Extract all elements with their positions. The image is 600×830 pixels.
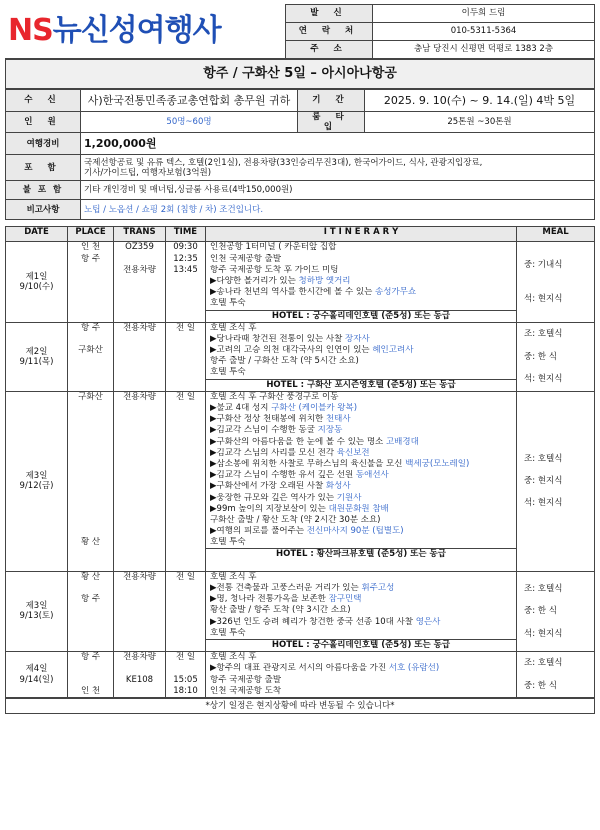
day-trans-line	[117, 356, 162, 367]
itinerary-line: 인천 국제공항 출발	[210, 253, 282, 264]
day-place	[68, 242, 114, 322]
day-trans-line	[117, 583, 162, 594]
address-value: 충남 당진시 신평면 덕평로 1383 2층	[373, 41, 595, 59]
day-time-line	[169, 334, 202, 345]
day-time-line	[169, 548, 202, 559]
day-trans-line	[117, 526, 162, 537]
itinerary-line: 호텔 조식 후 구화산 풍경구로 이동	[210, 391, 339, 402]
exclude-value: 기타 개인경비 및 매너팁,싱글룸 사용료(4박150,000원)	[81, 181, 595, 200]
meal-item: 조: 호텔식	[524, 584, 563, 595]
day-time-line	[169, 504, 202, 515]
itinerary-line: ▶항주의 대표 관광지로 서시의 아름다움을 가진 서호 (유람선)	[210, 663, 440, 674]
day-itinerary	[206, 652, 517, 698]
meal-item: 중: 기내식	[524, 259, 563, 270]
itinerary-line: 항주 국제공항 출발	[210, 674, 282, 685]
hotel-line: HOTEL : 궁수훌리데인호텔 (준5성) 또는 동급	[206, 310, 516, 322]
meal-item: 조: 호텔식	[524, 454, 563, 465]
day-trans-line	[117, 617, 162, 628]
itinerary-line: ▶송나라 천년의 역사를 한시간에 볼 수 있는 송성가무쇼	[210, 287, 417, 298]
itinerary-line: ▶김교각 스님의 사리를 모신 전각 육신보전	[210, 447, 370, 458]
footer-note: *상기 일정은 현지상황에 따라 변동될 수 있습니다*	[6, 698, 595, 713]
day-date	[6, 391, 68, 571]
day-time-line	[169, 276, 202, 287]
day-place-line: 구화산	[78, 391, 103, 402]
day-time-line: 전 일	[175, 322, 196, 333]
day-time-line: 15:05	[173, 674, 198, 685]
day-trans-line	[117, 403, 162, 414]
itinerary-line: 호텔 투숙	[210, 298, 246, 309]
meal-item: 석: 현지식	[524, 294, 563, 305]
day-trans-line: OZ359	[125, 242, 154, 253]
period-value: 2025. 9. 10(수) ~ 9. 14.(일) 4박 5일	[365, 90, 595, 112]
col-time: TIME	[166, 227, 206, 242]
col-itinerary: I T I N E R A R Y	[206, 227, 517, 242]
day-place-line	[71, 356, 110, 367]
day-place-line	[71, 675, 110, 686]
itinerary-line: ▶김교각 스님이 수행한 동굴 지장동	[210, 425, 343, 436]
hotel-line: HOTEL : 궁수훌리데인호텔 (준5성) 또는 동급	[206, 639, 516, 651]
day-number: 제3일	[25, 471, 48, 482]
day-number: 제4일	[25, 664, 48, 675]
day-place-line: 인 천	[80, 685, 101, 696]
address-label: 주 소	[286, 41, 373, 59]
day-itinerary	[206, 242, 517, 322]
day-trans-line	[117, 686, 162, 697]
rate-label: 룸 타 입	[298, 112, 365, 133]
day-place-line	[71, 298, 110, 309]
day-meals	[517, 391, 595, 571]
itinerary-line: 황산 출발 / 항주 도착 (약 3시간 소요)	[210, 605, 351, 616]
day-time-line	[169, 459, 202, 470]
day-time-line	[169, 345, 202, 356]
day-number: 제2일	[25, 346, 48, 357]
day-trans	[114, 652, 166, 698]
day-trans-line	[117, 560, 162, 571]
day-trans-line	[117, 334, 162, 345]
day-time-line	[169, 403, 202, 414]
day-trans-line	[117, 537, 162, 548]
itinerary-line: ▶삼소봉에 위치한 사찰로 무하스님의 육신불을 모신 백세궁(모노레일)	[210, 458, 470, 469]
itinerary-line: 호텔 투숙	[210, 367, 246, 378]
day-time-line	[169, 605, 202, 616]
cost-label: 여행경비	[6, 133, 81, 155]
day-trans-line	[117, 414, 162, 425]
day-meals	[517, 652, 595, 698]
itinerary-line: ▶326년 인도 승려 혜리가 창건한 중국 선종 10대 사찰 영은사	[210, 616, 441, 627]
itinerary-line: 호텔 조식 후	[210, 652, 257, 663]
itinerary-line: ▶고려의 고승 의천 대각국사의 인연이 있는 혜인고려사	[210, 345, 414, 356]
day-place-line: 항 주	[80, 253, 101, 264]
day-time-line: 전 일	[175, 571, 196, 582]
day-meals	[517, 242, 595, 322]
day-meals	[517, 571, 595, 651]
day-weekday: 9/13(토)	[19, 611, 54, 622]
logo-name: 뉴신성여행사	[52, 13, 221, 49]
itinerary-line: 구화산 출발 / 황산 도착 (약 2시간 30분 소요)	[210, 514, 381, 525]
day-place-line: 황 산	[80, 571, 101, 582]
itinerary-line: ▶전통 건축물과 고풍스러운 거리가 있는 휘주고성	[210, 583, 395, 593]
day-time-line: 전 일	[175, 391, 196, 402]
day-trans-line	[117, 345, 162, 356]
day-place-line: 황 산	[80, 537, 101, 548]
col-date: DATE	[6, 227, 68, 242]
day-weekday: 9/14(일)	[19, 674, 54, 685]
day-place-line	[71, 504, 110, 515]
meal-item: 조: 호텔식	[524, 329, 563, 340]
day-trans-line	[117, 425, 162, 436]
page-title: 항주 / 구화산 5일 – 아시아나항공	[6, 60, 595, 89]
logo	[5, 5, 286, 59]
day-trans-line: 전용차량	[123, 571, 156, 582]
day-itinerary	[206, 391, 517, 571]
day-place-line	[71, 265, 110, 276]
itinerary-line: ▶김교각 스님이 수행한 유서 깊은 선원 동애선사	[210, 470, 389, 481]
day-trans-line	[117, 628, 162, 639]
day-date	[6, 571, 68, 651]
info-table	[5, 89, 595, 220]
itinerary-line: ▶99m 높이의 지장보살이 있는 대원문화원 참배	[210, 503, 389, 514]
meal-item: 석: 현지식	[524, 498, 563, 509]
itinerary-document	[5, 4, 595, 714]
day-time-line	[169, 379, 202, 390]
day-time	[166, 571, 206, 651]
day-time-line	[169, 437, 202, 448]
meal-item: 중: 한 식	[524, 680, 557, 691]
to-value: 사)한국전통민족종교총연합회 총무원 귀하	[81, 90, 298, 112]
day-trans-line	[117, 367, 162, 378]
hotel-line: HOTEL : 구화산 포시즌영호텔 (준5성) 또는 동급	[206, 379, 516, 391]
day-row	[6, 242, 595, 322]
day-place-line	[71, 526, 110, 537]
day-time-line	[169, 537, 202, 548]
itinerary-line: ▶구화산에서 가장 오래된 사찰 화성사	[210, 481, 351, 492]
day-place-line	[71, 639, 110, 650]
meal-item: 조: 호텔식	[524, 658, 563, 669]
day-trans-line	[117, 639, 162, 650]
day-place-line	[71, 414, 110, 425]
period-label: 기 간	[298, 90, 365, 112]
day-place-line	[71, 617, 110, 628]
day-place-line	[71, 367, 110, 378]
day-time-line	[169, 639, 202, 650]
header-table	[5, 4, 595, 59]
day-place	[68, 571, 114, 651]
day-row	[6, 322, 595, 391]
contact-value: 010-5311-5364	[373, 23, 595, 41]
day-time-line	[169, 663, 202, 674]
day-trans-line: KE108	[125, 674, 154, 685]
note-label: 비고사항	[6, 200, 81, 220]
meal-item: 석: 현지식	[524, 628, 563, 639]
day-trans-line	[117, 437, 162, 448]
people-label: 인 원	[6, 112, 81, 133]
day-time-line	[169, 515, 202, 526]
day-weekday: 9/11(목)	[19, 356, 54, 367]
itinerary-line: ▶명, 청나라 전통가옥을 보존한 잠구민택	[210, 594, 362, 605]
itinerary-line: 항주 출발 / 구화산 도착 (약 5시간 소요)	[210, 356, 359, 367]
itinerary-line: ▶당나라때 창건된 전통이 있는 사찰 장자사	[210, 333, 370, 344]
day-trans-line	[117, 605, 162, 616]
sender-label: 발 신	[286, 5, 373, 23]
day-place-line	[71, 560, 110, 571]
cost-value: 1,200,000원	[81, 133, 595, 155]
day-weekday: 9/12(금)	[19, 481, 54, 492]
day-place-line	[71, 459, 110, 470]
day-place-line	[71, 663, 110, 674]
day-time	[166, 322, 206, 391]
day-place	[68, 391, 114, 571]
itinerary-line: 항주 국제공항 도착 후 가이드 미팅	[210, 264, 339, 275]
day-time-line	[169, 356, 202, 367]
day-time-line: 09:30	[173, 242, 198, 253]
day-place-line	[71, 448, 110, 459]
day-trans-line	[117, 459, 162, 470]
day-time-line	[169, 526, 202, 537]
day-trans	[114, 571, 166, 651]
day-place-line: 인 천	[80, 242, 101, 253]
day-place-line	[71, 379, 110, 390]
day-trans-line	[117, 448, 162, 459]
itinerary-line: 호텔 조식 후	[210, 322, 257, 333]
day-time-line: 12:35	[173, 253, 198, 264]
day-time-line	[169, 628, 202, 639]
day-trans-line: 전용차량	[123, 264, 156, 275]
day-date	[6, 242, 68, 322]
day-trans-line	[117, 254, 162, 265]
day-trans-line: 전용차량	[123, 322, 156, 333]
include-line: 기사/가이드팁, 여행자보험(3억원)	[84, 167, 212, 178]
day-trans	[114, 322, 166, 391]
day-meals	[517, 322, 595, 391]
day-place-line	[71, 276, 110, 287]
day-itinerary	[206, 322, 517, 391]
day-time-line	[169, 298, 202, 309]
day-time-line	[169, 425, 202, 436]
day-place-line	[71, 403, 110, 414]
itinerary-line: ▶여행의 피로를 풀어주는 전신마사지 90분 (팁별도)	[210, 526, 404, 537]
itinerary-line: 호텔 조식 후	[210, 571, 257, 582]
meal-item: 석: 현지식	[524, 373, 563, 384]
day-place-line: 항 주	[80, 652, 101, 663]
title-table	[5, 59, 595, 89]
to-label: 수 신	[6, 90, 81, 112]
itinerary-line: 인천 국제공항 도착	[210, 685, 282, 696]
day-place-line	[71, 425, 110, 436]
day-number: 제1일	[25, 271, 48, 282]
itinerary-line: ▶불교 4대 성지 구화산 (케이블카 왕복)	[210, 403, 358, 413]
itinerary-line: 호텔 투숙	[210, 537, 246, 548]
day-trans-line	[117, 287, 162, 298]
meal-item: 중: 한 식	[524, 351, 557, 362]
day-trans-line: 전용차량	[123, 391, 156, 402]
day-place-line	[71, 287, 110, 298]
day-time	[166, 652, 206, 698]
col-place: PLACE	[68, 227, 114, 242]
itinerary-line: ▶다양한 볼거리가 있는 청하방 옛거리	[210, 275, 351, 286]
day-place-line	[71, 548, 110, 559]
day-date	[6, 322, 68, 391]
day-time-line	[169, 617, 202, 628]
day-place-line: 구화산	[78, 345, 103, 356]
day-place-line	[71, 334, 110, 345]
day-time	[166, 242, 206, 322]
day-time-line	[169, 414, 202, 425]
day-place-line	[71, 583, 110, 594]
note-value: 노팁 / 노옵션 / 쇼핑 2회 (침향 / 차) 조건입니다.	[81, 200, 595, 220]
day-number: 제3일	[25, 601, 48, 612]
day-trans-line	[117, 663, 162, 674]
day-place-line	[71, 493, 110, 504]
day-time-line	[169, 493, 202, 504]
itinerary-line: ▶웅장한 규모와 깊은 역사가 있는 기원사	[210, 492, 362, 503]
meal-item: 중: 현지식	[524, 476, 563, 487]
day-trans-line	[117, 504, 162, 515]
day-place-line	[71, 628, 110, 639]
day-trans	[114, 391, 166, 571]
contact-label: 연 락 처	[286, 23, 373, 41]
itinerary-line: ▶구화산의 아름다움을 한 눈에 볼 수 있는 명소 고배경대	[210, 436, 419, 447]
hotel-line: HOTEL : 황산파크뷰호텔 (준5성) 또는 동급	[206, 548, 516, 560]
day-place-line	[71, 605, 110, 616]
day-itinerary	[206, 571, 517, 651]
itinerary-line: 호텔 투숙	[210, 627, 246, 638]
day-place-line: 항 주	[80, 594, 101, 605]
day-row	[6, 571, 595, 651]
day-place-line	[71, 310, 110, 321]
day-time-line	[169, 583, 202, 594]
day-time-line: 13:45	[173, 264, 198, 275]
rate-value: 25톤원 ~30톤원	[365, 112, 595, 133]
day-place-line	[71, 515, 110, 526]
day-place	[68, 322, 114, 391]
day-time-line	[169, 367, 202, 378]
sender-value: 이두희 드림	[373, 5, 595, 23]
day-trans-line	[117, 548, 162, 559]
day-trans-line	[117, 310, 162, 321]
day-time-line	[169, 560, 202, 571]
day-time	[166, 391, 206, 571]
day-trans-line	[117, 515, 162, 526]
day-place-line	[71, 481, 110, 492]
meal-item	[520, 276, 591, 288]
day-trans-line	[117, 493, 162, 504]
include-line: 국제선항공료 및 유류 텍스, 호텔(2인1실), 전용차량(33인승리무진3대), 한국어가이드, 식사, 관광지입장료,	[84, 157, 483, 168]
day-place-line: 항 주	[80, 322, 101, 333]
day-trans-line	[117, 379, 162, 390]
people-value: 50명~60명	[81, 112, 298, 133]
meal-item: 중: 한 식	[524, 606, 557, 617]
day-place-line	[71, 470, 110, 481]
col-meal: MEAL	[517, 227, 595, 242]
day-time-line	[169, 287, 202, 298]
day-time-line	[169, 594, 202, 605]
day-trans-line	[117, 470, 162, 481]
day-weekday: 9/10(수)	[19, 282, 54, 293]
day-trans-line: 전용차량	[123, 652, 156, 663]
day-time-line	[169, 310, 202, 321]
day-trans-line	[117, 594, 162, 605]
day-time-line	[169, 448, 202, 459]
include-label: 포 함	[6, 155, 81, 181]
include-value	[81, 155, 595, 181]
day-time-line: 18:10	[173, 685, 198, 696]
day-trans	[114, 242, 166, 322]
itinerary-line: 인천공항 1터미널 ( 카운터앞 집합	[210, 242, 337, 253]
logo-ns: NS	[8, 13, 53, 49]
day-trans-line	[117, 276, 162, 287]
day-place	[68, 652, 114, 698]
itinerary-line: ▶구화산 정상 천태봉에 위치한 천태사	[210, 414, 351, 425]
day-trans-line	[117, 481, 162, 492]
col-trans: TRANS	[114, 227, 166, 242]
exclude-label: 불 포 함	[6, 181, 81, 200]
day-time-line: 전 일	[175, 652, 196, 663]
day-time-line	[169, 470, 202, 481]
itinerary-table	[5, 226, 595, 698]
day-row	[6, 391, 595, 571]
day-place-line	[71, 437, 110, 448]
day-date	[6, 652, 68, 698]
day-trans-line	[117, 298, 162, 309]
day-row	[6, 652, 595, 698]
day-time-line	[169, 481, 202, 492]
